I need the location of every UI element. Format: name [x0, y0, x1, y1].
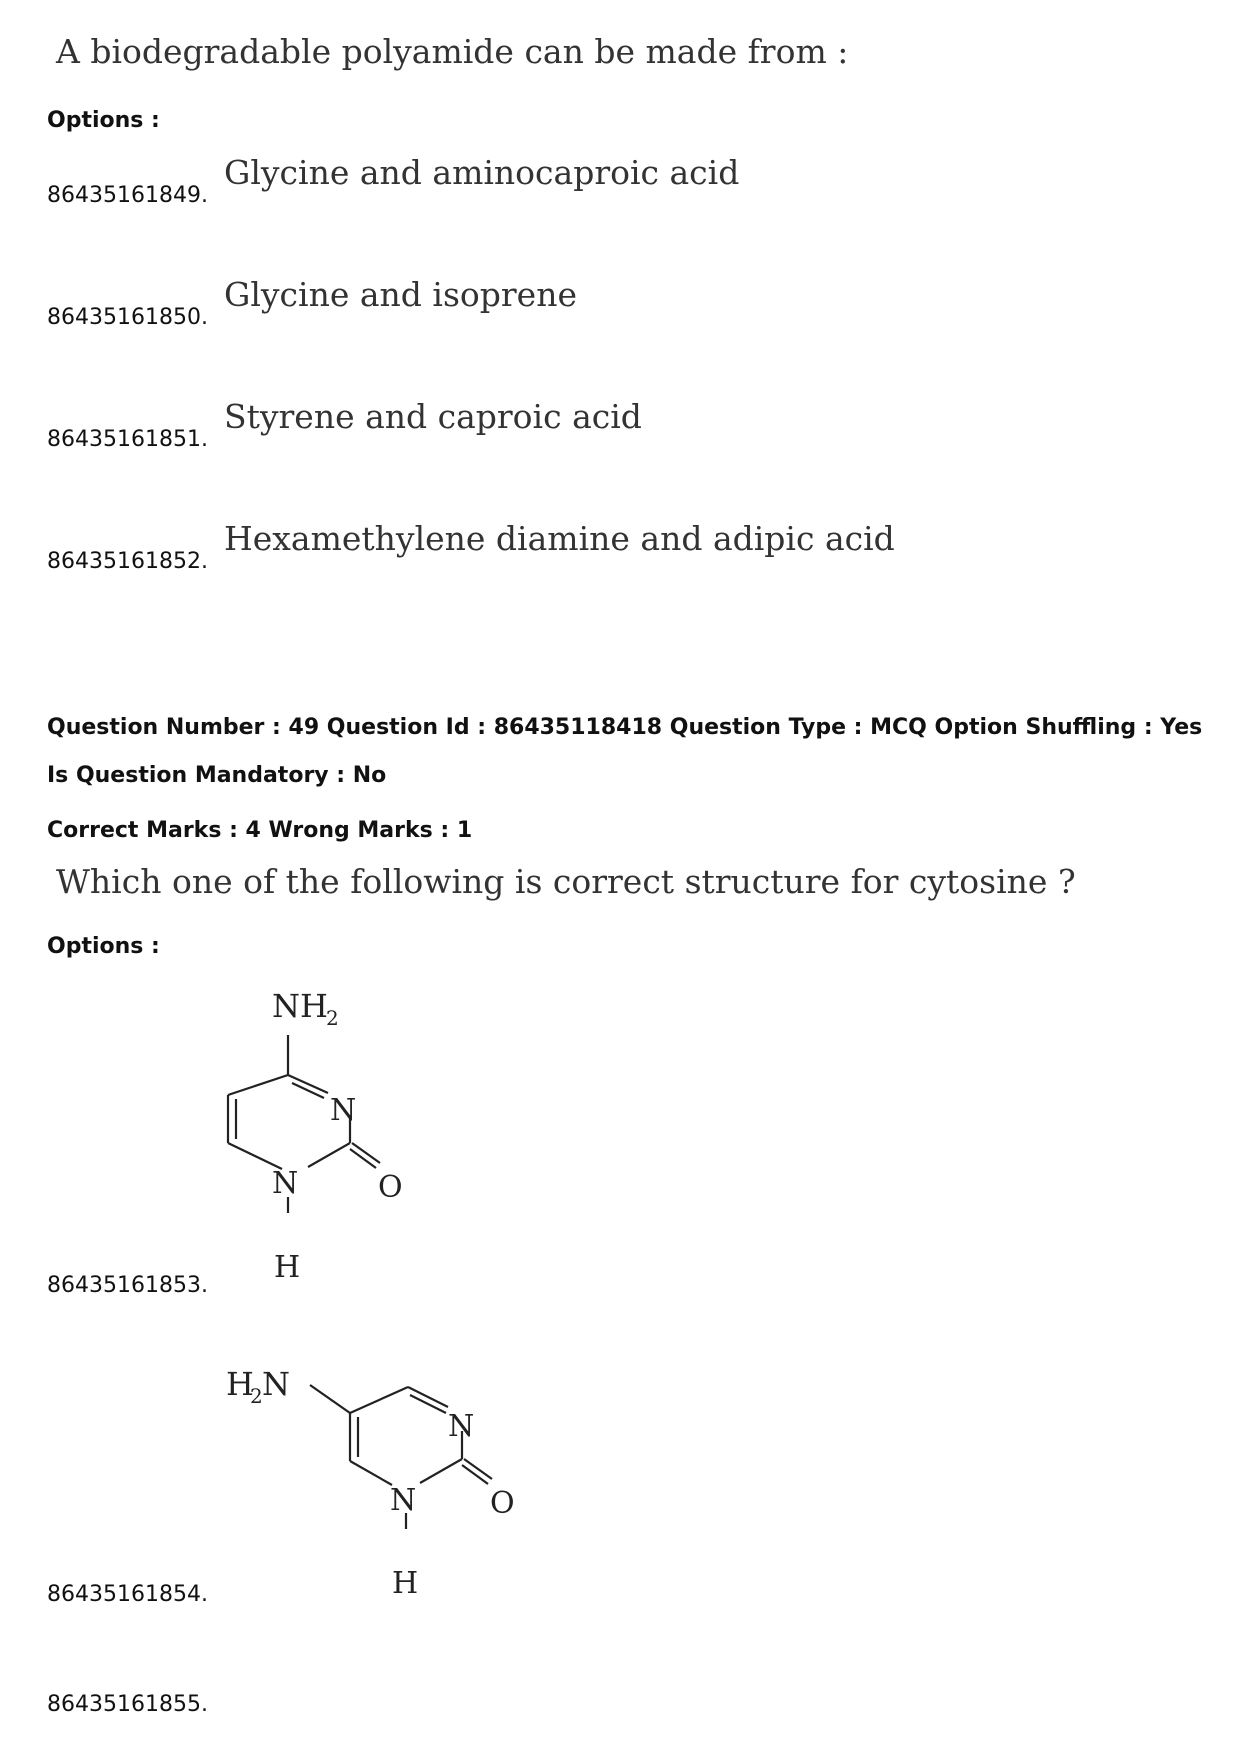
structure-label-h: H — [274, 1250, 301, 1285]
options-label: Options : — [47, 108, 160, 133]
structure-label-n: N — [272, 1166, 299, 1201]
structure-label-n: N — [330, 1093, 357, 1128]
option-id: 86435161855. — [47, 1692, 208, 1717]
question-text: Which one of the following is correct structure for cytosine ? — [56, 862, 1076, 901]
structure-label-nh2: NH — [272, 987, 328, 1025]
question-mandatory: Is Question Mandatory : No — [47, 763, 387, 788]
structure-label-n: N — [448, 1409, 475, 1444]
structure-label-subscript: 2 — [250, 1384, 263, 1408]
question-meta: Question Number : 49 Question Id : 86435118418 Question Type : MCQ Option Shuffling : Yes — [47, 715, 1203, 740]
structure-label-o: O — [378, 1170, 403, 1205]
cytosine-structure-option-2 — [220, 1355, 550, 1615]
structure-label-h2n: H — [226, 1365, 254, 1403]
question-marks: Correct Marks : 4 Wrong Marks : 1 — [47, 818, 473, 843]
structure-label-h: H — [392, 1566, 419, 1601]
option-id: 86435161853. — [47, 1273, 208, 1298]
option-id: 86435161852. — [47, 549, 208, 574]
option-text: Styrene and caproic acid — [224, 397, 642, 436]
structure-label-o: O — [490, 1486, 515, 1521]
option-id: 86435161849. — [47, 183, 208, 208]
option-text: Glycine and isoprene — [224, 275, 577, 314]
option-text: Glycine and aminocaproic acid — [224, 153, 740, 192]
option-text: Hexamethylene diamine and adipic acid — [224, 519, 895, 558]
option-id: 86435161850. — [47, 305, 208, 330]
structure-label-n: N — [262, 1365, 290, 1403]
option-id: 86435161854. — [47, 1582, 208, 1607]
option-id: 86435161851. — [47, 427, 208, 452]
structure-label-subscript: 2 — [326, 1006, 339, 1030]
cytosine-structure-option-1 — [200, 975, 440, 1295]
structure-label-n: N — [390, 1483, 417, 1518]
question-text: A biodegradable polyamide can be made from : — [56, 32, 849, 71]
options-label: Options : — [47, 934, 160, 959]
